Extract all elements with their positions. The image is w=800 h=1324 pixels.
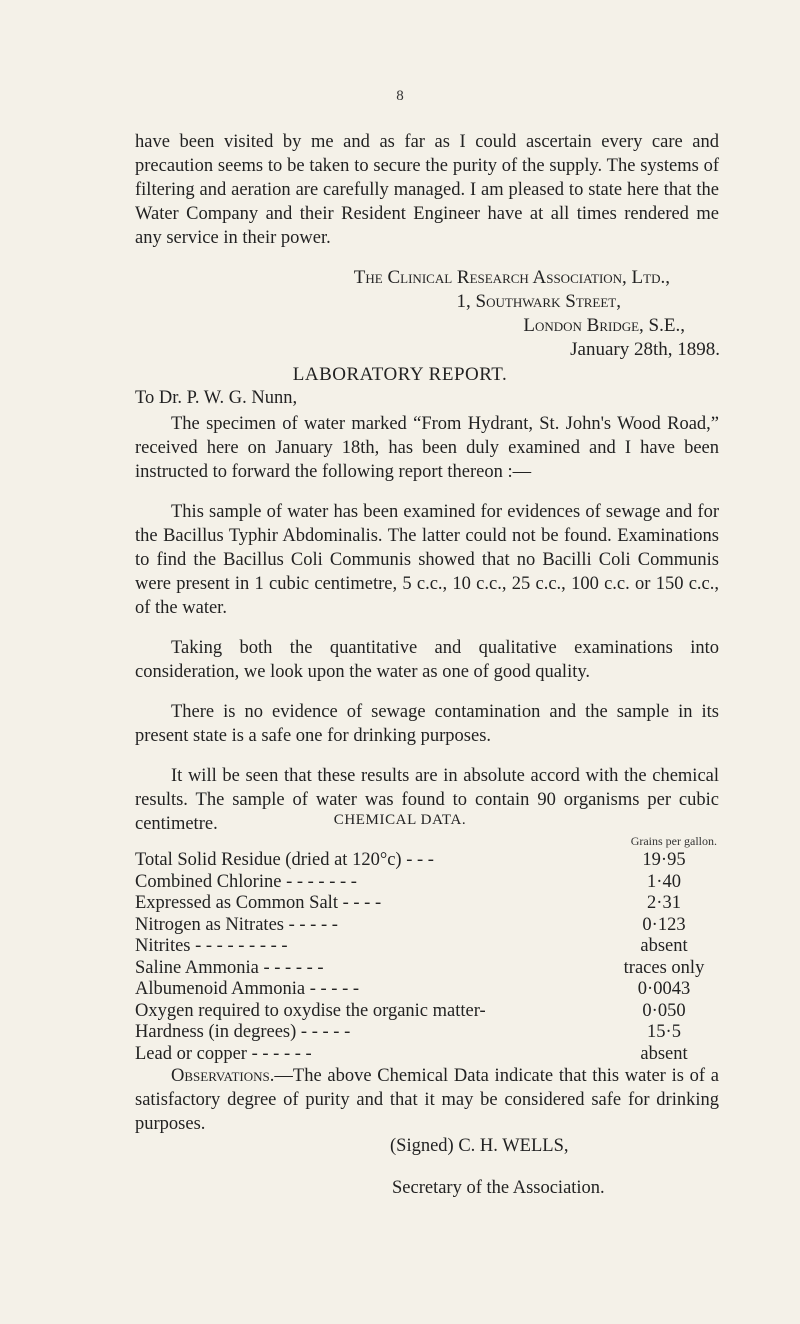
report-paragraph: This sample of water has been examined for evidences of sewage and for the Bacillus Typhir Abdominalis. The latter could not be found. Examinations to find the Bacillus Coli Communis showed that no Bacilli Coli Communis were present in 1 cubic centimetre, 5 c.c., 10 c.c., 25 c.c., 100 c.c. or 150 c.c., of the water. xyxy=(135,502,719,618)
address-line-1: The Clinical Research Association, Ltd., xyxy=(353,267,670,288)
row-name: Saline Ammonia - - - - - - xyxy=(135,957,324,978)
row-value: 0·123 xyxy=(642,914,686,935)
row-value: 1·40 xyxy=(647,871,681,892)
row-name: Lead or copper - - - - - - xyxy=(135,1043,312,1064)
report-paragraph: There is no evidence of sewage contamination and the sample in its present state is a safe one for drinking purposes. xyxy=(135,702,719,746)
units-label: Grains per gallon. xyxy=(630,834,717,848)
report-paragraph: Taking both the quantitative and qualitative examinations into consideration, we look upon the water as one of good quality. xyxy=(135,638,719,682)
salutation: To Dr. P. W. G. Nunn, xyxy=(135,388,298,408)
intro-section xyxy=(135,130,719,250)
signature: (Signed) C. H. WELLS, xyxy=(390,1136,569,1156)
row-value: 2·31 xyxy=(647,893,681,913)
page-number: 8 xyxy=(396,88,404,104)
table-row xyxy=(135,915,719,937)
report-body xyxy=(135,412,719,836)
table-row xyxy=(135,872,719,894)
row-name: Oxygen required to oxydise the organic matter- xyxy=(135,1000,486,1021)
table-row xyxy=(135,1022,719,1044)
address-line-2: 1, Southwark Street, xyxy=(456,291,621,312)
row-name: Combined Chlorine - - - - - - - xyxy=(135,871,357,892)
row-name: Albumenoid Ammonia - - - - - xyxy=(135,979,360,999)
row-name: Nitrites - - - - - - - - - xyxy=(135,936,288,956)
intro-paragraph: have been visited by me and as far as I could ascertain every care and precaution seems to be taken to secure the purity of the supply. The systems of filtering and aeration are carefully managed. I am pleased to state here that the Water Company and their Resident Engineer have at all times rendered me any service in their power. xyxy=(135,132,719,248)
table-row xyxy=(135,979,719,1001)
table-row xyxy=(135,1001,719,1023)
table-row xyxy=(135,893,719,915)
signature-title: Secretary of the Association. xyxy=(392,1178,605,1198)
observations-label: Observations. xyxy=(171,1066,275,1086)
table-row xyxy=(135,936,719,958)
row-name: Nitrogen as Nitrates - - - - - xyxy=(135,914,338,935)
row-value: 15·5 xyxy=(647,1022,681,1042)
observations-text: —The above Chemical Data indicate that this water is of a satisfactory degree of purity and that it may be considered safe for drinking purposes. xyxy=(135,1066,719,1134)
table-row xyxy=(135,958,719,980)
row-name: Total Solid Residue (dried at 120°c) - - - xyxy=(135,850,434,870)
address-date: January 28th, 1898. xyxy=(570,339,720,360)
chemical-data-title: CHEMICAL DATA. xyxy=(333,812,467,828)
observations-section xyxy=(135,1064,719,1136)
report-title: LABORATORY REPORT. xyxy=(292,364,508,385)
row-value: 0·0043 xyxy=(637,979,691,999)
row-value: 0·050 xyxy=(642,1000,686,1021)
chemical-data-table xyxy=(135,850,719,1065)
table-row xyxy=(135,850,719,872)
observations-paragraph xyxy=(135,1064,719,1136)
row-value: 19·95 xyxy=(642,850,686,870)
table-row xyxy=(135,1044,719,1066)
row-value: absent xyxy=(640,936,688,956)
row-name: Hardness (in degrees) - - - - - xyxy=(135,1022,351,1042)
row-value: absent xyxy=(640,1043,688,1064)
row-name: Expressed as Common Salt - - - - xyxy=(135,893,382,913)
address-line-3: London Bridge, S.E., xyxy=(523,315,685,336)
report-paragraph: It will be seen that these results are in absolute accord with the chemical results. The sample of water was found to contain 90 organisms per cubic centimetre. xyxy=(135,766,719,834)
report-paragraph: The specimen of water marked “From Hydrant, St. John's Wood Road,” received here on January 18th, has been duly examined and I have been instructed to forward the following report thereon :— xyxy=(135,414,719,482)
row-value: traces only xyxy=(623,957,705,978)
